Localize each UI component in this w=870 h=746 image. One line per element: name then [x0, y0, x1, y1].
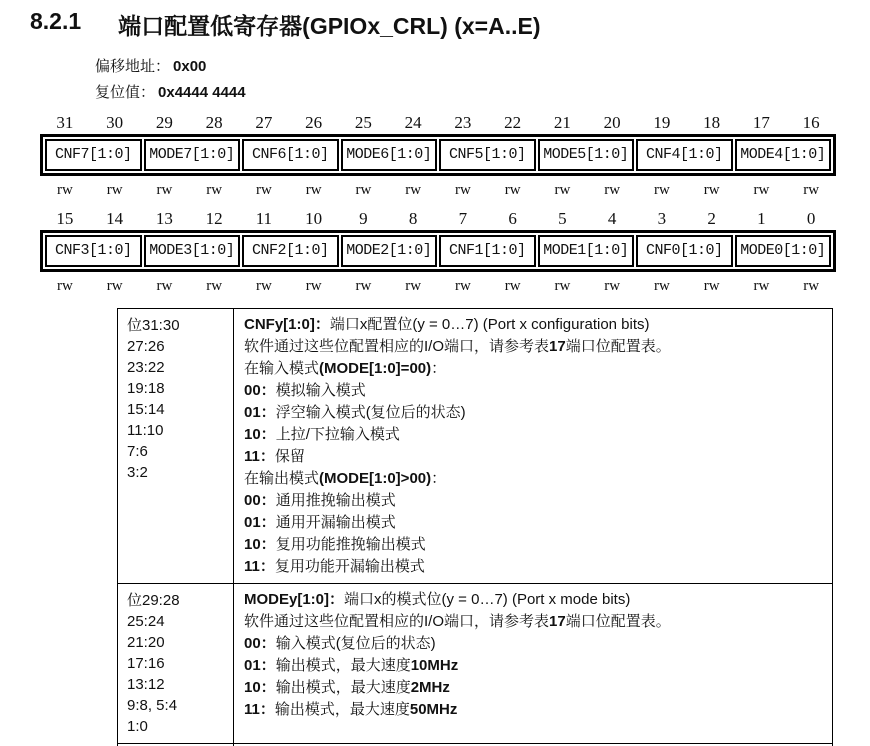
- rw-flag: rw: [753, 182, 770, 198]
- bit-number: 22: [504, 113, 522, 132]
- section-title: 端口配置低寄存器(GPIOx_CRL) (x=A..E): [118, 13, 541, 39]
- rw-flag: rw: [604, 182, 621, 198]
- bit-numbers-row-low: [40, 208, 836, 230]
- bit-range: 9:8, 5:4: [127, 697, 178, 714]
- bit-number: 6: [508, 209, 517, 228]
- rw-flag: rw: [753, 278, 770, 294]
- desc-line: 软件通过这些位配置相应的I/O端口，请参考表17端口位配置表。: [244, 613, 671, 630]
- rw-flag: rw: [703, 182, 720, 198]
- rw-flag: rw: [255, 182, 272, 198]
- rw-flag: rw: [504, 182, 521, 198]
- bit-number: 5: [558, 209, 567, 228]
- rw-flag: rw: [156, 278, 173, 294]
- rw-flag: rw: [803, 182, 820, 198]
- bit-range: 19:18: [127, 380, 165, 397]
- bit-range: 7:6: [127, 443, 148, 460]
- rw-flag: rw: [305, 278, 322, 294]
- rw-flag: rw: [56, 182, 73, 198]
- register-field-cell: CNF6[1:0]: [242, 139, 339, 171]
- rw-flag: rw: [106, 182, 123, 198]
- rw-flag: rw: [405, 278, 422, 294]
- description-column: [234, 584, 832, 743]
- desc-line: 11：输出模式，最大速度50MHz: [244, 701, 458, 718]
- desc-line: 在输入模式(MODE[1:0]=00)：: [244, 360, 447, 377]
- table-row-mode: [118, 584, 832, 744]
- bit-range: 11:10: [127, 422, 164, 439]
- bit-number: 3: [657, 209, 667, 228]
- bit-number: 26: [305, 113, 323, 132]
- bit-number: 1: [757, 209, 766, 228]
- rw-flag: rw: [106, 278, 123, 294]
- bit-number: 4: [607, 209, 617, 228]
- bit-range: 位31:30: [127, 317, 180, 334]
- register-field-cell: MODE5[1:0]: [538, 139, 635, 171]
- desc-line: 10：输出模式，最大速度2MHz: [244, 679, 450, 696]
- bit-range: 27:26: [127, 338, 165, 355]
- bit-number: 0: [806, 209, 816, 228]
- bit-number: 21: [553, 113, 571, 132]
- reset-value-line: [95, 82, 870, 104]
- register-field-cell: CNF0[1:0]: [636, 235, 733, 267]
- register-field-cell: MODE1[1:0]: [538, 235, 635, 267]
- bit-number: 16: [802, 113, 820, 132]
- register-field-cell: CNF3[1:0]: [45, 235, 142, 267]
- bit-number: 8: [408, 209, 418, 228]
- reset-label: 复位值：: [95, 84, 156, 101]
- bit-number: 12: [205, 209, 223, 228]
- register-field-cell: MODE0[1:0]: [735, 235, 832, 267]
- rw-flag: rw: [405, 182, 422, 198]
- desc-line: 01：浮空输入模式(复位后的状态): [244, 404, 466, 421]
- desc-line: 10：上拉/下拉输入模式: [244, 426, 400, 443]
- bit-number: 29: [155, 113, 173, 132]
- desc-line: MODEy[1:0]：端口x的模式位(y = 0…7) (Port x mode bits): [244, 591, 631, 608]
- bit-range: 3:2: [127, 464, 148, 481]
- register-field-cell: CNF1[1:0]: [439, 235, 536, 267]
- desc-line: 软件通过这些位配置相应的I/O端口，请参考表17端口位配置表。: [244, 338, 671, 355]
- register-field-cell: MODE3[1:0]: [144, 235, 241, 267]
- description-column: [234, 309, 832, 583]
- section-number: 8.2.1: [30, 8, 82, 34]
- bit-numbers-row-high: [40, 112, 836, 134]
- desc-line: 01：输出模式，最大速度10MHz: [244, 657, 459, 674]
- rw-flag: rw: [803, 278, 820, 294]
- desc-line: 11：复用功能开漏输出模式: [244, 558, 425, 575]
- desc-line: 在输出模式(MODE[1:0]>00)：: [244, 470, 447, 487]
- rw-flag: rw: [653, 278, 670, 294]
- register-field-cell: CNF4[1:0]: [636, 139, 733, 171]
- rw-flag: rw: [305, 182, 322, 198]
- bit-range: 21:20: [127, 634, 165, 651]
- bit-number: 19: [653, 113, 671, 132]
- section-heading: [30, 8, 870, 41]
- desc-line: 00：输入模式(复位后的状态): [244, 635, 436, 652]
- bit-number: 15: [56, 209, 74, 228]
- register-field-cell: MODE4[1:0]: [735, 139, 832, 171]
- access-row-high: [40, 180, 836, 200]
- desc-line: 00：模拟输入模式: [244, 382, 366, 399]
- bit-number: 13: [155, 209, 173, 228]
- rw-flag: rw: [454, 182, 471, 198]
- desc-line: 00：通用推挽输出模式: [244, 492, 396, 509]
- rw-flag: rw: [206, 278, 223, 294]
- rw-flag: rw: [255, 278, 272, 294]
- register-field-cell: MODE7[1:0]: [144, 139, 241, 171]
- bit-range: 17:16: [127, 655, 165, 672]
- bit-range: 25:24: [127, 613, 165, 630]
- desc-line: 01：通用开漏输出模式: [244, 514, 396, 531]
- rw-flag: rw: [554, 278, 571, 294]
- desc-line: CNFy[1:0]：端口x配置位(y = 0…7) (Port x configuration bits): [244, 316, 650, 333]
- bit-number: 25: [354, 113, 372, 132]
- bit-number: 31: [56, 113, 74, 132]
- rw-flag: rw: [653, 182, 670, 198]
- bit-number: 11: [255, 209, 273, 228]
- rw-flag: rw: [355, 182, 372, 198]
- register-field-cell: MODE2[1:0]: [341, 235, 438, 267]
- register-field-cell: MODE6[1:0]: [341, 139, 438, 171]
- rw-flag: rw: [206, 182, 223, 198]
- bit-number: 2: [707, 209, 716, 228]
- rw-flag: rw: [355, 278, 372, 294]
- access-row-low: [40, 276, 836, 296]
- bit-range-column: [118, 584, 234, 743]
- desc-line: 11：保留: [244, 448, 305, 465]
- bit-number: 28: [205, 113, 223, 132]
- bit-number: 14: [106, 209, 124, 228]
- rw-flag: rw: [604, 278, 621, 294]
- rw-flag: rw: [554, 182, 571, 198]
- rw-flag: rw: [156, 182, 173, 198]
- bit-range: 13:12: [127, 676, 165, 693]
- register-field-cell: CNF5[1:0]: [439, 139, 536, 171]
- desc-line: 10：复用功能推挽输出模式: [244, 536, 426, 553]
- bit-number: 9: [359, 209, 368, 228]
- bit-range: 位29:28: [127, 592, 180, 609]
- bit-number: 18: [703, 113, 721, 132]
- bit-number: 24: [404, 113, 422, 132]
- bit-number: 10: [305, 209, 323, 228]
- bit-range: 1:0: [127, 718, 148, 735]
- rw-flag: rw: [703, 278, 720, 294]
- rw-flag: rw: [56, 278, 73, 294]
- bit-number: 17: [752, 113, 770, 132]
- rw-flag: rw: [504, 278, 521, 294]
- bit-number: 30: [106, 113, 124, 132]
- bit-number: 27: [255, 113, 273, 132]
- register-field-cell: CNF2[1:0]: [242, 235, 339, 267]
- bit-range-column: [118, 309, 234, 583]
- offset-label: 偏移地址：: [95, 58, 171, 75]
- offset-address-line: [95, 56, 870, 78]
- table-row-cnf: [118, 309, 832, 584]
- bit-number: 7: [458, 209, 468, 228]
- bit-description-table: [117, 308, 833, 746]
- reset-value: 0x4444 4444: [158, 84, 246, 101]
- offset-value: 0x00: [173, 58, 207, 75]
- bit-number: 20: [603, 113, 621, 132]
- register-bitmap: [40, 112, 836, 296]
- register-fields-row-high: [40, 134, 836, 176]
- bit-range: 15:14: [127, 401, 165, 418]
- register-field-cell: CNF7[1:0]: [45, 139, 142, 171]
- bit-range: 23:22: [127, 359, 165, 376]
- bit-number: 23: [454, 113, 472, 132]
- rw-flag: rw: [454, 278, 471, 294]
- register-fields-row-low: [40, 230, 836, 272]
